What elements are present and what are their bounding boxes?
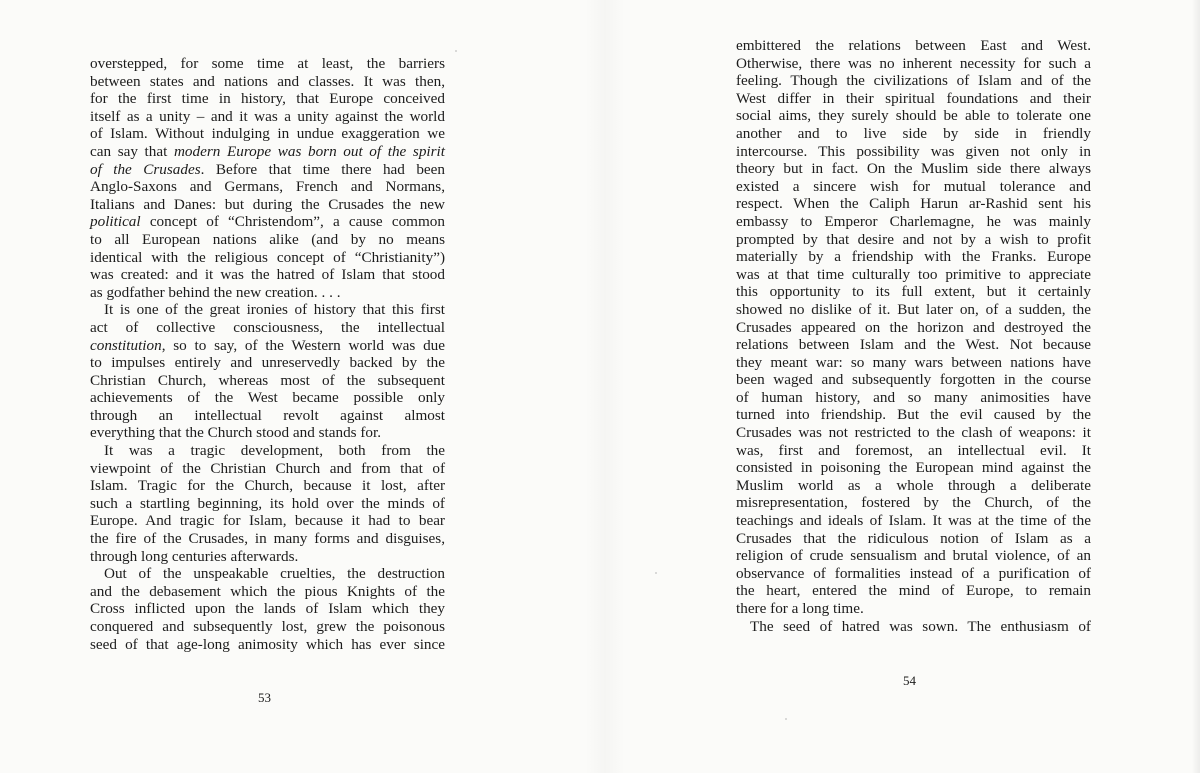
text-line: for the first time in history, that Europe conceived: [90, 90, 445, 108]
text-line: Muslim world as a whole through a deliberate: [736, 476, 1091, 494]
text-line: respect. When the Caliph Harun ar-Rashid sent his: [736, 195, 1091, 213]
text-line: Anglo-Saxons and Germans, French and Normans,: [90, 178, 445, 196]
text-run: can say that: [90, 142, 174, 160]
page-edge-shadow: [1192, 0, 1200, 773]
text-line: another and to live side by side in friendly: [736, 124, 1091, 142]
text-line: embassy to Emperor Charlemagne, he was mainly: [736, 212, 1091, 230]
text-line: materially by a friendship with the Franks. Europe: [736, 248, 1091, 266]
text-run: concept of “Christendom”, a cause common: [140, 213, 445, 231]
text-line: seed of that age-long animosity which has ever since: [90, 635, 445, 653]
text-line: prompted by that desire and not by a wish to profit: [736, 230, 1091, 248]
text-line: It is one of the great ironies of history that this first: [104, 301, 445, 319]
text-line: [90, 337, 445, 355]
text-line: was at that time culturally too primitive to appreciate: [736, 265, 1091, 283]
text-line: everything that the Church stood and stands for.: [90, 424, 382, 442]
text-line: West differ in their spiritual foundations and their: [736, 89, 1091, 107]
text-line: Crusades that the ridiculous notion of Islam as a: [736, 529, 1091, 547]
text-line: achievements of the West became possible only: [90, 389, 445, 407]
text-line: teachings and ideals of Islam. It was at the time of the: [736, 512, 1091, 530]
text-line: there for a long time.: [736, 600, 864, 617]
text-line: conquered and subsequently lost, grew the poisonous: [90, 618, 445, 635]
text-line: and the debasement which the pious Knights of the: [90, 582, 445, 600]
text-line: they meant war: so many wars between nations have: [736, 353, 1091, 371]
text-line: embittered the relations between East and West.: [736, 37, 1091, 54]
text-line: turned into friendship. But the evil caused by the: [736, 406, 1091, 424]
text-line: act of collective consciousness, the intellectual: [90, 318, 445, 336]
text-line: viewpoint of the Christian Church and from that of: [90, 459, 445, 477]
text-line: It was a tragic development, both from the: [104, 442, 445, 460]
text-line: existed a sincere wish for mutual tolerance and: [736, 177, 1091, 195]
text-run: . Before that time there had been: [200, 160, 445, 178]
italic-run: of the Crusades: [90, 160, 201, 178]
text-line: Europe. And tragic for Islam, because it had to bear: [90, 512, 445, 530]
left-page-text: [90, 55, 445, 653]
text-line: [90, 161, 445, 179]
text-line: Cross inflicted upon the lands of Islam which they: [90, 600, 445, 618]
text-line: such a startling beginning, its hold over the minds of: [90, 494, 445, 512]
text-line: been waged and subsequently forgotten in the course: [736, 371, 1091, 389]
right-page-text: [736, 37, 1091, 635]
text-line: Crusades was not restricted to the clash of weapons: it: [736, 424, 1091, 442]
italic-run: political: [90, 213, 141, 231]
paper-speck: [785, 718, 787, 720]
text-line: through long centuries afterwards.: [90, 547, 299, 565]
text-line: observance of formalities instead of a purification of: [736, 564, 1091, 582]
text-line: of Islam. Without indulging in undue exaggeration we: [90, 125, 445, 143]
text-line: social aims, they surely should be able to tolerate one: [736, 107, 1091, 125]
text-line: Crusades appeared on the horizon and destroyed the: [736, 318, 1091, 336]
text-line: as godfather behind the new creation. . . .: [90, 283, 341, 301]
text-line: Italians and Danes: but during the Crusades the new: [90, 195, 445, 213]
text-line: showed no dislike of it. But later on, of a sudden, the: [736, 300, 1091, 318]
text-line: consisted in poisoning the European mind against the: [736, 459, 1091, 477]
text-line: feeling. Though the civilizations of Islam and of the: [736, 72, 1091, 90]
paper-speck: [455, 50, 457, 52]
text-run: , so to say, of the Western world was due: [161, 336, 445, 354]
gutter-shadow: [585, 0, 625, 773]
text-line: through an intellectual revolt against almost: [90, 406, 445, 424]
text-line: overstepped, for some time at least, the barriers: [90, 55, 445, 72]
text-line: [90, 213, 445, 231]
text-line: of human history, and so many animosities have: [736, 388, 1091, 406]
text-line: intercourse. This possibility was given not only in: [736, 142, 1091, 160]
text-line: the fire of the Crusades, in many forms and disguises,: [90, 530, 445, 548]
text-line: theory but in fact. On the Muslim side there always: [736, 160, 1091, 178]
left-page-number: 53: [258, 690, 271, 705]
text-line: to all European nations alike (and by no means: [90, 230, 445, 248]
text-line: relations between Islam and the West. Not because: [736, 336, 1091, 354]
text-line: the heart, entered the mind of Europe, to remain: [736, 582, 1091, 600]
text-line: Christian Church, whereas most of the subsequent: [90, 371, 445, 389]
text-line: [90, 143, 445, 161]
text-line: Islam. Tragic for the Church, because it lost, after: [90, 477, 445, 495]
text-line: Otherwise, there was no inherent necessity for such a: [736, 54, 1091, 72]
paper-speck: [655, 572, 657, 574]
text-line: itself as a unity – and it was a unity against the world: [90, 107, 445, 125]
text-line: religion of crude sensualism and brutal violence, of an: [736, 547, 1091, 565]
text-line: The seed of hatred was sown. The enthusiasm of: [750, 617, 1091, 635]
text-line: to impulses entirely and unreservedly backed by the: [90, 354, 445, 372]
text-line: Out of the unspeakable cruelties, the destruction: [104, 565, 445, 583]
text-line: misrepresentation, fostered by the Church, of the: [736, 494, 1091, 512]
text-line: this opportunity to its full extent, but it certainly: [736, 283, 1091, 301]
text-line: identical with the religious concept of “Christianity”): [90, 248, 445, 266]
text-line: between states and nations and classes. It was then,: [90, 72, 445, 90]
right-page-number: 54: [903, 673, 916, 688]
italic-run: modern Europe was born out of the spirit: [173, 142, 445, 160]
text-line: was created: and it was the hatred of Islam that stood: [90, 266, 445, 284]
text-line: was, first and foremost, an intellectual evil. It: [736, 441, 1091, 459]
italic-run: constitution: [90, 336, 162, 354]
